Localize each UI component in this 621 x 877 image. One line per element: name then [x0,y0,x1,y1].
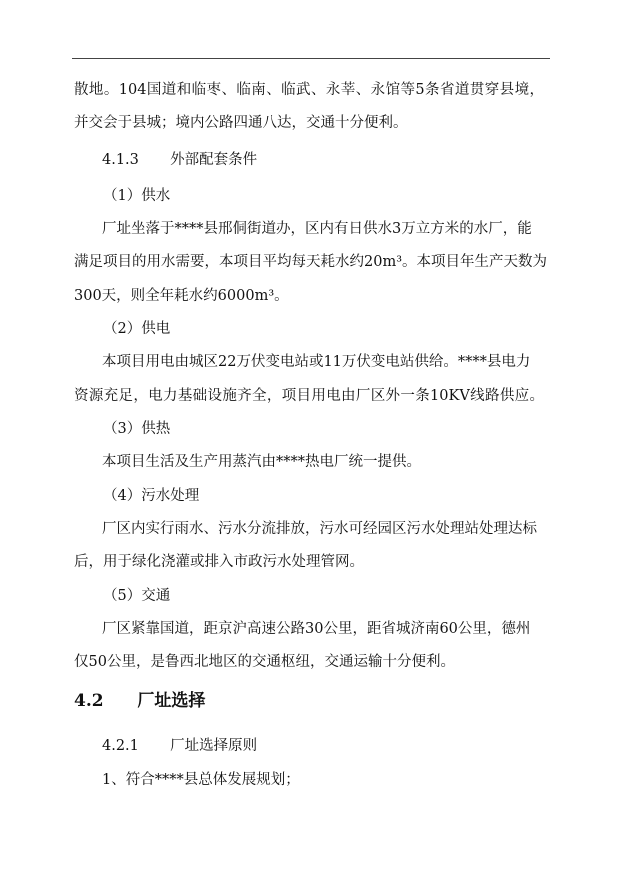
sewage-line-2: 后，用于绿化浇灌或排入市政污水处理管网。 [74,554,364,570]
power-heading: （2）供电 [103,321,171,337]
section-number: 4.2 [74,691,104,711]
traffic-line-1: 厂区紧靠国道，距京沪高速公路30公里，距省城济南60公里，德州 [102,621,531,637]
water-heading: （1）供水 [103,188,171,204]
intro-line-1: 散地。104国道和临枣、临南、临武、永莘、永馆等5条省道贯穿县境， [74,82,544,98]
section-title: 厂址选择原则 [170,738,258,754]
water-line-1: 厂址坐落于****县邢侗街道办，区内有日供水3万立方米的水厂，能 [102,221,532,237]
intro-line-2: 并交会于县城；境内公路四通八达，交通十分便利。 [74,115,408,131]
traffic-heading: （5）交通 [103,588,171,604]
water-line-3: 300天，则全年耗水约6000m³。 [74,288,289,304]
sewage-heading: （4）污水处理 [103,488,200,504]
header-rule [72,58,550,59]
section-title: 外部配套条件 [170,152,258,168]
traffic-line-2: 仅50公里，是鲁西北地区的交通枢纽，交通运输十分便利。 [74,654,455,670]
heat-heading: （3）供热 [103,421,171,437]
section-number: 4.1.3 [102,152,139,168]
heat-line-1: 本项目生活及生产用蒸汽由****热电厂统一提供。 [102,454,421,470]
sewage-line-1: 厂区内实行雨水、污水分流排放，污水可经园区污水处理站处理达标 [102,521,537,537]
section-4-2-heading [74,692,205,710]
section-title: 厂址选择 [137,691,206,711]
power-line-1: 本项目用电由城区22万伏变电站或11万伏变电站供给。****县电力 [102,354,531,370]
section-4-1-3-heading [102,151,257,169]
power-line-2: 资源充足，电力基础设施齐全，项目用电由厂区外一条10KV线路供应。 [74,388,544,404]
section-4-2-1-heading [102,737,257,755]
section-number: 4.2.1 [102,738,139,754]
principle-item-1: 1、符合****县总体发展规划； [102,772,300,788]
water-line-2: 满足项目的用水需要，本项目平均每天耗水约20m³。本项目年生产天数为 [74,254,548,270]
